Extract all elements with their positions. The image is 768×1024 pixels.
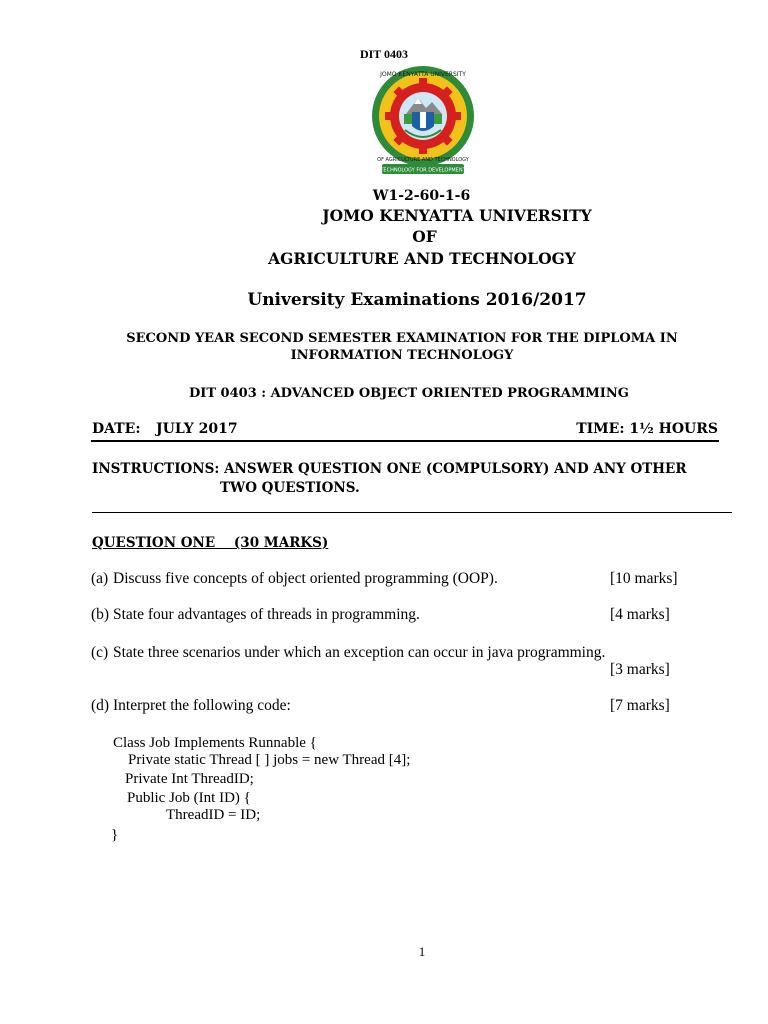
question-c-text: State three scenarios under which an exception can occur in java programming.: [113, 644, 606, 661]
svg-text:TECHNOLOGY FOR DEVELOPMENT: TECHNOLOGY FOR DEVELOPMENT: [380, 167, 466, 174]
exam-for-line1: SECOND YEAR SECOND SEMESTER EXAMINATION FOR THE DIPLOMA IN: [126, 331, 678, 346]
instructions-divider: [92, 512, 732, 513]
university-name-line3: AGRICULTURE AND TECHNOLOGY: [268, 249, 576, 268]
date-value: JULY 2017: [156, 421, 238, 437]
question-b-marks: [4 marks]: [610, 606, 670, 623]
question-b-label: (b): [91, 606, 110, 623]
course-title: DIT 0403 : ADVANCED OBJECT ORIENTED PROGRAMMING: [189, 386, 629, 401]
question-d-text: Interpret the following code:: [113, 697, 291, 714]
code-line: Class Job Implements Runnable {: [113, 735, 317, 751]
question-c-label: (c): [91, 644, 109, 661]
code-line: Private Int ThreadID;: [125, 771, 254, 787]
question-one-heading: QUESTION ONE (30 MARKS): [92, 535, 329, 551]
university-name-line2: OF: [412, 227, 437, 246]
question-d-label: (d): [91, 697, 110, 714]
code-line: Private static Thread [ ] jobs = new Thread [4];: [128, 752, 411, 768]
page-number: 1: [418, 944, 426, 959]
code-line: ThreadID = ID;: [166, 807, 261, 823]
question-a-label: (a): [91, 570, 109, 587]
question-a-marks: [10 marks]: [610, 570, 678, 587]
university-name-line1: JOMO KENYATTA UNIVERSITY: [322, 206, 592, 225]
question-d-marks: [7 marks]: [610, 697, 670, 714]
instructions-line1: INSTRUCTIONS: ANSWER QUESTION ONE (COMPULSORY) AND ANY OTHER: [92, 461, 687, 477]
university-logo: [370, 64, 476, 176]
question-c-marks: [3 marks]: [610, 661, 670, 678]
header-course-code: DIT 0403: [359, 47, 409, 61]
paper-code: W1-2-60-1-6: [372, 188, 471, 204]
date-underline: [91, 440, 719, 442]
time-allowed: TIME: 1½ HOURS: [576, 421, 718, 437]
exam-title: University Examinations 2016/2017: [247, 290, 587, 310]
code-line: Public Job (Int ID) {: [127, 790, 251, 806]
question-a-text: Discuss five concepts of object oriented programming (OOP).: [113, 570, 498, 587]
code-line: }: [111, 827, 119, 843]
instructions-line2: TWO QUESTIONS.: [220, 480, 360, 496]
question-b-text: State four advantages of threads in programming.: [113, 606, 420, 623]
exam-for-line2: INFORMATION TECHNOLOGY: [290, 348, 514, 363]
svg-text:JOMO KENYATTA UNIVERSITY: JOMO KENYATTA UNIVERSITY: [380, 71, 466, 78]
svg-text:OF AGRICULTURE AND TECHNOLOGY: OF AGRICULTURE AND TECHNOLOGY: [377, 157, 469, 163]
date-label: DATE:: [92, 421, 141, 437]
